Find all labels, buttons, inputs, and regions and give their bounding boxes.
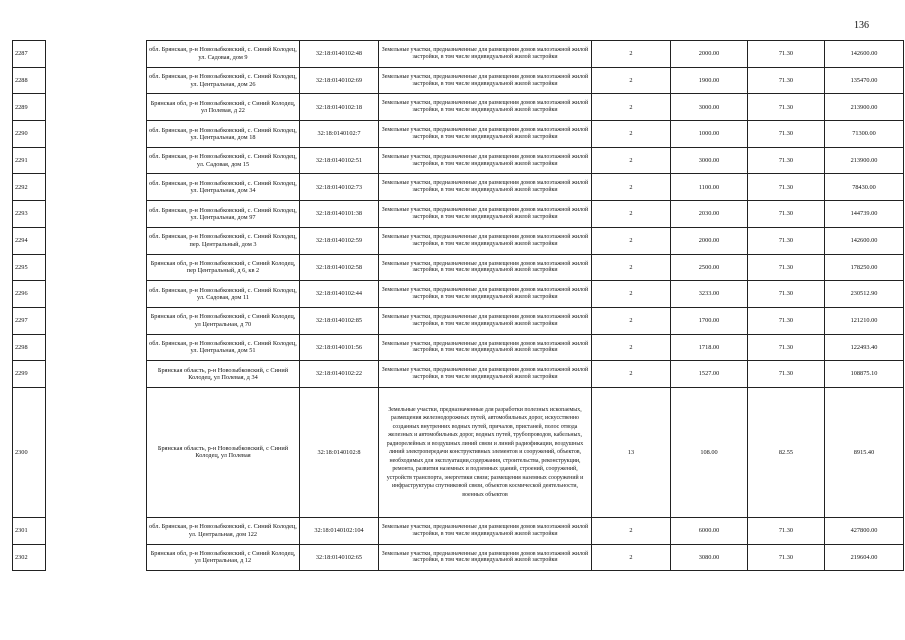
permitted-use-cell: Земельные участки, предназначенные для размещения домов малоэтажной жилой застройки, в том числе индивидуальной жилой застройки [379, 281, 592, 308]
row-number: 2300 [13, 387, 46, 517]
blank-cell [46, 67, 147, 94]
category-cell: 2 [592, 544, 671, 571]
cadastral-number-cell: 32:18:0140101:56 [300, 334, 379, 361]
category-cell: 2 [592, 121, 671, 148]
cadastral-value-cell: 78430.00 [825, 174, 904, 201]
permitted-use-cell: Земельные участки, предназначенные для размещения домов малоэтажной жилой застройки, в том числе индивидуальной жилой застройки [379, 517, 592, 544]
blank-cell [46, 227, 147, 254]
cadastral-number-cell: 32:18:0140101:38 [300, 201, 379, 228]
rate-cell: 82.55 [748, 387, 825, 517]
area-cell: 2000.00 [671, 227, 748, 254]
cadastral-number-cell: 32:18:0140102:69 [300, 67, 379, 94]
category-cell: 2 [592, 361, 671, 388]
category-cell: 2 [592, 147, 671, 174]
permitted-use-cell: Земельные участки, предназначенные для размещения домов малоэтажной жилой застройки, в том числе индивидуальной жилой застройки [379, 227, 592, 254]
category-cell: 2 [592, 307, 671, 334]
row-number: 2288 [13, 67, 46, 94]
cadastral-value-cell: 213900.00 [825, 147, 904, 174]
rate-cell: 71.30 [748, 281, 825, 308]
cadastral-value-cell: 178250.00 [825, 254, 904, 281]
rate-cell: 71.30 [748, 41, 825, 68]
address-cell: обл. Брянская, р-н Новозыбковский, с. Синий Колодец, ул. Центральная, дом 122 [147, 517, 300, 544]
cadastral-number-cell: 32:18:0140102:18 [300, 94, 379, 121]
cadastral-number-cell: 32:18:0140102:59 [300, 227, 379, 254]
row-number: 2293 [13, 201, 46, 228]
permitted-use-cell: Земельные участки, предназначенные для размещения домов малоэтажной жилой застройки, в том числе индивидуальной жилой застройки [379, 41, 592, 68]
rate-cell: 71.30 [748, 94, 825, 121]
blank-cell [46, 201, 147, 228]
table-row [13, 227, 904, 254]
cadastral-number-cell: 32:18:0140102:65 [300, 544, 379, 571]
cadastral-number-cell: 32:18:0140102:85 [300, 307, 379, 334]
blank-cell [46, 254, 147, 281]
blank-cell [46, 41, 147, 68]
address-cell: обл. Брянская, р-н Новозыбковский, с. Синий Колодец, пер. Центральный, дом 3 [147, 227, 300, 254]
category-cell: 2 [592, 67, 671, 94]
cadastral-number-cell: 32:18:0140102:104 [300, 517, 379, 544]
permitted-use-cell: Земельные участки, предназначенные для разработки полезных ископаемых, размещения железнодорожных путей, автомобильных дорог, искусственно созданных внутренних водных путей, причалов, пристаней, полос отвода железных и автомобильных дорог, водных путей, трубопроводов, кабельных, радиорелейных и воздушных линий связи и линий радиофикации, воздушных линий электропередачи конструктивных элементов и сооружений, объектов, необходимых для эксплуатации,содержания, строительства, реконструкции, ремонта, развития наземных и подземных зданий, строений, сооружений, устройств транспорта, энергетики связи; размещения наземных сооружений и инфраструктуры спутниковой связи, объектов космической деятельности, военных объектов [379, 387, 592, 517]
rate-cell: 71.30 [748, 147, 825, 174]
address-cell: обл. Брянская, р-н Новозыбковский, с. Синий Колодец, ул. Садовая, дом 11 [147, 281, 300, 308]
permitted-use-cell: Земельные участки, предназначенные для размещения домов малоэтажной жилой застройки, в том числе индивидуальной жилой застройки [379, 201, 592, 228]
row-number: 2294 [13, 227, 46, 254]
cadastral-value-cell: 142600.00 [825, 41, 904, 68]
rate-cell: 71.30 [748, 254, 825, 281]
area-cell: 2030.00 [671, 201, 748, 228]
permitted-use-cell: Земельные участки, предназначенные для размещения домов малоэтажной жилой застройки, в том числе индивидуальной жилой застройки [379, 544, 592, 571]
permitted-use-cell: Земельные участки, предназначенные для размещения домов малоэтажной жилой застройки, в том числе индивидуальной жилой застройки [379, 67, 592, 94]
area-cell: 3000.00 [671, 94, 748, 121]
cadastral-value-cell: 213900.00 [825, 94, 904, 121]
blank-cell [46, 307, 147, 334]
rate-cell: 71.30 [748, 517, 825, 544]
area-cell: 1000.00 [671, 121, 748, 148]
table-row [13, 201, 904, 228]
cadastral-number-cell: 32:18:0140102:58 [300, 254, 379, 281]
area-cell: 2000.00 [671, 41, 748, 68]
category-cell: 13 [592, 387, 671, 517]
permitted-use-cell: Земельные участки, предназначенные для размещения домов малоэтажной жилой застройки, в том числе индивидуальной жилой застройки [379, 307, 592, 334]
row-number: 2287 [13, 41, 46, 68]
table-row [13, 334, 904, 361]
area-cell: 3080.00 [671, 544, 748, 571]
address-cell: Брянская область, р-н Новозыбковский, с Синий Колодец, ул Полевая, д 34 [147, 361, 300, 388]
address-cell: обл. Брянская, р-н Новозыбковский, с. Синий Колодец, ул. Садовая, дом 9 [147, 41, 300, 68]
rate-cell: 71.30 [748, 307, 825, 334]
table-row [13, 387, 904, 517]
permitted-use-cell: Земельные участки, предназначенные для размещения домов малоэтажной жилой застройки, в том числе индивидуальной жилой застройки [379, 147, 592, 174]
table-row [13, 361, 904, 388]
cadastral-value-cell: 71300.00 [825, 121, 904, 148]
area-cell: 2500.00 [671, 254, 748, 281]
table-row [13, 41, 904, 68]
row-number: 2299 [13, 361, 46, 388]
rate-cell: 71.30 [748, 201, 825, 228]
area-cell: 108.00 [671, 387, 748, 517]
category-cell: 2 [592, 517, 671, 544]
area-cell: 1527.00 [671, 361, 748, 388]
cadastral-value-cell: 108875.10 [825, 361, 904, 388]
row-number: 2295 [13, 254, 46, 281]
permitted-use-cell: Земельные участки, предназначенные для размещения домов малоэтажной жилой застройки, в том числе индивидуальной жилой застройки [379, 361, 592, 388]
address-cell: обл. Брянская, р-н Новозыбковский, с. Синий Колодец, ул. Центральная, дом 34 [147, 174, 300, 201]
cadastral-number-cell: 32:18:0140102:73 [300, 174, 379, 201]
table-row [13, 67, 904, 94]
category-cell: 2 [592, 201, 671, 228]
cadastral-value-cell: 142600.00 [825, 227, 904, 254]
cadastral-number-cell: 32:18:0140102:8 [300, 387, 379, 517]
rate-cell: 71.30 [748, 174, 825, 201]
rate-cell: 71.30 [748, 121, 825, 148]
area-cell: 3233.00 [671, 281, 748, 308]
area-cell: 1100.00 [671, 174, 748, 201]
rate-cell: 71.30 [748, 67, 825, 94]
table-row [13, 121, 904, 148]
cadastral-value-cell: 230512.90 [825, 281, 904, 308]
cadastral-number-cell: 32:18:0140102:51 [300, 147, 379, 174]
row-number: 2291 [13, 147, 46, 174]
category-cell: 2 [592, 334, 671, 361]
rate-cell: 71.30 [748, 544, 825, 571]
blank-cell [46, 361, 147, 388]
blank-cell [46, 544, 147, 571]
permitted-use-cell: Земельные участки, предназначенные для размещения домов малоэтажной жилой застройки, в том числе индивидуальной жилой застройки [379, 174, 592, 201]
cadastral-value-cell: 427800.00 [825, 517, 904, 544]
area-cell: 1700.00 [671, 307, 748, 334]
blank-cell [46, 121, 147, 148]
cadastral-value-cell: 121210.00 [825, 307, 904, 334]
cadastral-number-cell: 32:18:0140102:7 [300, 121, 379, 148]
address-cell: Брянская обл, р-н Новозыбковский, с Синий Колодец, пер Центральный, д 6, кв 2 [147, 254, 300, 281]
cadastral-value-cell: 122493.40 [825, 334, 904, 361]
category-cell: 2 [592, 174, 671, 201]
category-cell: 2 [592, 281, 671, 308]
table-body [13, 41, 904, 571]
blank-cell [46, 281, 147, 308]
row-number: 2296 [13, 281, 46, 308]
area-cell: 1900.00 [671, 67, 748, 94]
table-row [13, 174, 904, 201]
rate-cell: 71.30 [748, 361, 825, 388]
address-cell: Брянская обл, р-н Новозыбковский, с Синий Колодец, ул Центральная, д 12 [147, 544, 300, 571]
address-cell: обл. Брянская, р-н Новозыбковский, с. Синий Колодец, ул. Центральная, дом 97 [147, 201, 300, 228]
address-cell: обл. Брянская, р-н Новозыбковский, с. Синий Колодец, ул. Центральная, дом 26 [147, 67, 300, 94]
table-row [13, 147, 904, 174]
cadastral-number-cell: 32:18:0140102:22 [300, 361, 379, 388]
rate-cell: 71.30 [748, 334, 825, 361]
cadastral-value-cell: 144739.00 [825, 201, 904, 228]
row-number: 2289 [13, 94, 46, 121]
land-registry-table [12, 40, 904, 571]
row-number: 2297 [13, 307, 46, 334]
address-cell: обл. Брянская, р-н Новозыбковский, с. Синий Колодец, ул. Садовая, дом 15 [147, 147, 300, 174]
address-cell: Брянская область, р-н Новозыбковский, с Синий Колодец, ул Полевая [147, 387, 300, 517]
table-row [13, 517, 904, 544]
category-cell: 2 [592, 227, 671, 254]
blank-cell [46, 387, 147, 517]
area-cell: 6000.00 [671, 517, 748, 544]
blank-cell [46, 147, 147, 174]
permitted-use-cell: Земельные участки, предназначенные для размещения домов малоэтажной жилой застройки, в том числе индивидуальной жилой застройки [379, 121, 592, 148]
area-cell: 3000.00 [671, 147, 748, 174]
address-cell: обл. Брянская, р-н Новозыбковский, с. Синий Колодец, ул. Центральная, дом 18 [147, 121, 300, 148]
row-number: 2302 [13, 544, 46, 571]
table-row [13, 254, 904, 281]
category-cell: 2 [592, 94, 671, 121]
category-cell: 2 [592, 41, 671, 68]
page-number: 136 [854, 20, 869, 31]
table-row [13, 307, 904, 334]
row-number: 2298 [13, 334, 46, 361]
permitted-use-cell: Земельные участки, предназначенные для размещения домов малоэтажной жилой застройки, в том числе индивидуальной жилой застройки [379, 94, 592, 121]
table-row [13, 281, 904, 308]
blank-cell [46, 517, 147, 544]
row-number: 2292 [13, 174, 46, 201]
address-cell: Брянская обл, р-н Новозыбковский, с Синий Колодец, ул Центральная, д 70 [147, 307, 300, 334]
blank-cell [46, 94, 147, 121]
cadastral-value-cell: 219604.00 [825, 544, 904, 571]
area-cell: 1718.00 [671, 334, 748, 361]
address-cell: Брянская обл, р-н Новозыбковский, с Синий Колодец, ул Полевая, д 22 [147, 94, 300, 121]
blank-cell [46, 334, 147, 361]
cadastral-value-cell: 8915.40 [825, 387, 904, 517]
blank-cell [46, 174, 147, 201]
address-cell: обл. Брянская, р-н Новозыбковский, с. Синий Колодец, ул. Центральная, дом 51 [147, 334, 300, 361]
cadastral-number-cell: 32:18:0140102:48 [300, 41, 379, 68]
cadastral-number-cell: 32:18:0140102:44 [300, 281, 379, 308]
permitted-use-cell: Земельные участки, предназначенные для размещения домов малоэтажной жилой застройки, в том числе индивидуальной жилой застройки [379, 334, 592, 361]
category-cell: 2 [592, 254, 671, 281]
permitted-use-cell: Земельные участки, предназначенные для размещения домов малоэтажной жилой застройки, в том числе индивидуальной жилой застройки [379, 254, 592, 281]
row-number: 2290 [13, 121, 46, 148]
cadastral-value-cell: 135470.00 [825, 67, 904, 94]
table-row [13, 94, 904, 121]
row-number: 2301 [13, 517, 46, 544]
table-row [13, 544, 904, 571]
rate-cell: 71.30 [748, 227, 825, 254]
